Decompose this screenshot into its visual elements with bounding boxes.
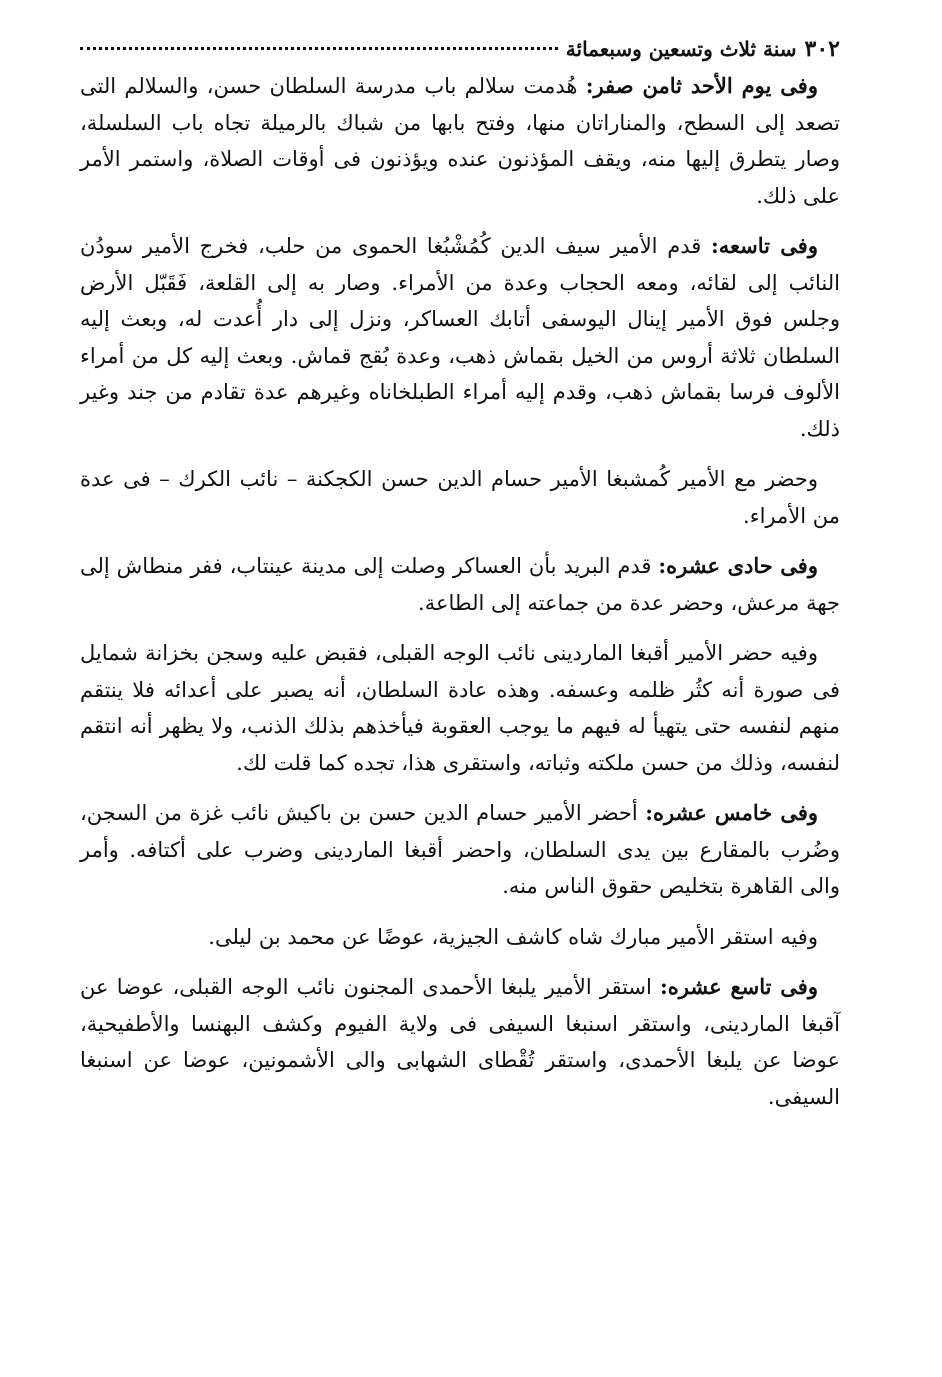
- paragraph: [80, 228, 840, 447]
- header-dotted-leader: [80, 47, 558, 50]
- paragraph-lead: وفى تاسع عشره:: [660, 974, 818, 999]
- paragraph-text: قدم البريد بأن العساكر وصلت إلى مدينة عينتاب، ففر منطاش إلى جهة مرعش، وحضر عدة من جماعته إلى الطاعة.: [80, 554, 840, 615]
- paragraph-text: وفيه حضر الأمير أقبغا الماردينى نائب الوجه القبلى، فقبض عليه وسجن بخزانة شمايل فى صورة أنه كثُر ظلمه وعسفه. وهذه عادة السلطان، أنه يصبر على أعدائه فلا ينتقم منهم لنفسه حتى يتهيأ له فيهم ما يوجب العقوبة فيأخذهم بذلك الذنب، ولا يظهر أنه انتقم لنفسه، وذلك من حسن ملكته وثباته، واستقرى هذا، تجده كما قلت لك.: [80, 641, 840, 775]
- paragraph-text: قدم الأمير سيف الدين كُمُشْبُغا الحموى من حلب، فخرج الأمير سودُن النائب إلى لقائه، ومعه الحجاب وعدة من الأمراء. وصار به إلى القلعة، فَقَبّل الأرض وجلس فوق الأمير إينال اليوسفى أتابك العساكر، ونزل إلى دار أُعدت له، وبعث إليه السلطان ثلاثة أروس من الخيل بقماش ذهب، وعدة بُقج قماش. وبعث إليه كل من أمراء الألوف فرسا بقماش ذهب، وقدم إليه أمراء الطبلخاناه وغيرهم عدة تقادم من جند وغير ذلك.: [80, 234, 840, 441]
- page-number: ٣٠٢: [804, 36, 840, 62]
- page-header: [80, 34, 840, 64]
- paragraph-lead: وفى حادى عشره:: [658, 553, 818, 578]
- book-page: [80, 34, 840, 1129]
- paragraph: [80, 969, 840, 1115]
- running-title: سنة ثلاث وتسعين وسبعمائة: [565, 37, 797, 61]
- paragraph-text: استقر الأمير يلبغا الأحمدى المجنون نائب الوجه القبلى، عوضا عن آقبغا الماردينى، واستقر اسنبغا السيفى فى ولاية الفيوم وكشف البهنسا والأطفيحية، عوضا عن يلبغا الأحمدى، واستقر تُقْطاى الشهابى والى الأشمونين، عوضا عن اسنبغا السيفى.: [80, 975, 840, 1109]
- paragraph: [80, 461, 840, 534]
- paragraph: [80, 795, 840, 905]
- paragraph-text: أحضر الأمير حسام الدين حسن بن باكيش نائب غزة من السجن، وضُرب بالمقارع بين يدى السلطان، واحضر أقبغا الماردينى وضرب على أكتافه. وأمر والى القاهرة بتخليص حقوق الناس منه.: [80, 801, 840, 898]
- paragraph: [80, 919, 840, 956]
- paragraph-text: وحضر مع الأمير كُمشبغا الأمير حسام الدين حسن الكجكنة – نائب الكرك – فى عدة من الأمراء.: [80, 467, 840, 528]
- paragraph-text: وفيه استقر الأمير مبارك شاه كاشف الجيزية، عوضًا عن محمد بن ليلى.: [208, 924, 818, 949]
- paragraph: [80, 635, 840, 781]
- paragraph-lead: وفى خامس عشره:: [645, 800, 819, 825]
- paragraph: [80, 68, 840, 214]
- paragraph-lead: وفى تاسعه:: [710, 233, 818, 258]
- paragraph-lead: وفى يوم الأحد ثامن صفر:: [585, 73, 818, 98]
- paragraph: [80, 548, 840, 621]
- paragraph-text: هُدمت سلالم باب مدرسة السلطان حسن، والسلالم التى تصعد إلى السطح، والمناراتان منها، وفتح بابها من شباك بالرميلة تجاه باب السلسلة، وصار يتطرق إليها منه، ويقف المؤذنون عنده ويؤذنون فى أوقات الصلاة، واستمر الأمر على ذلك.: [80, 74, 840, 208]
